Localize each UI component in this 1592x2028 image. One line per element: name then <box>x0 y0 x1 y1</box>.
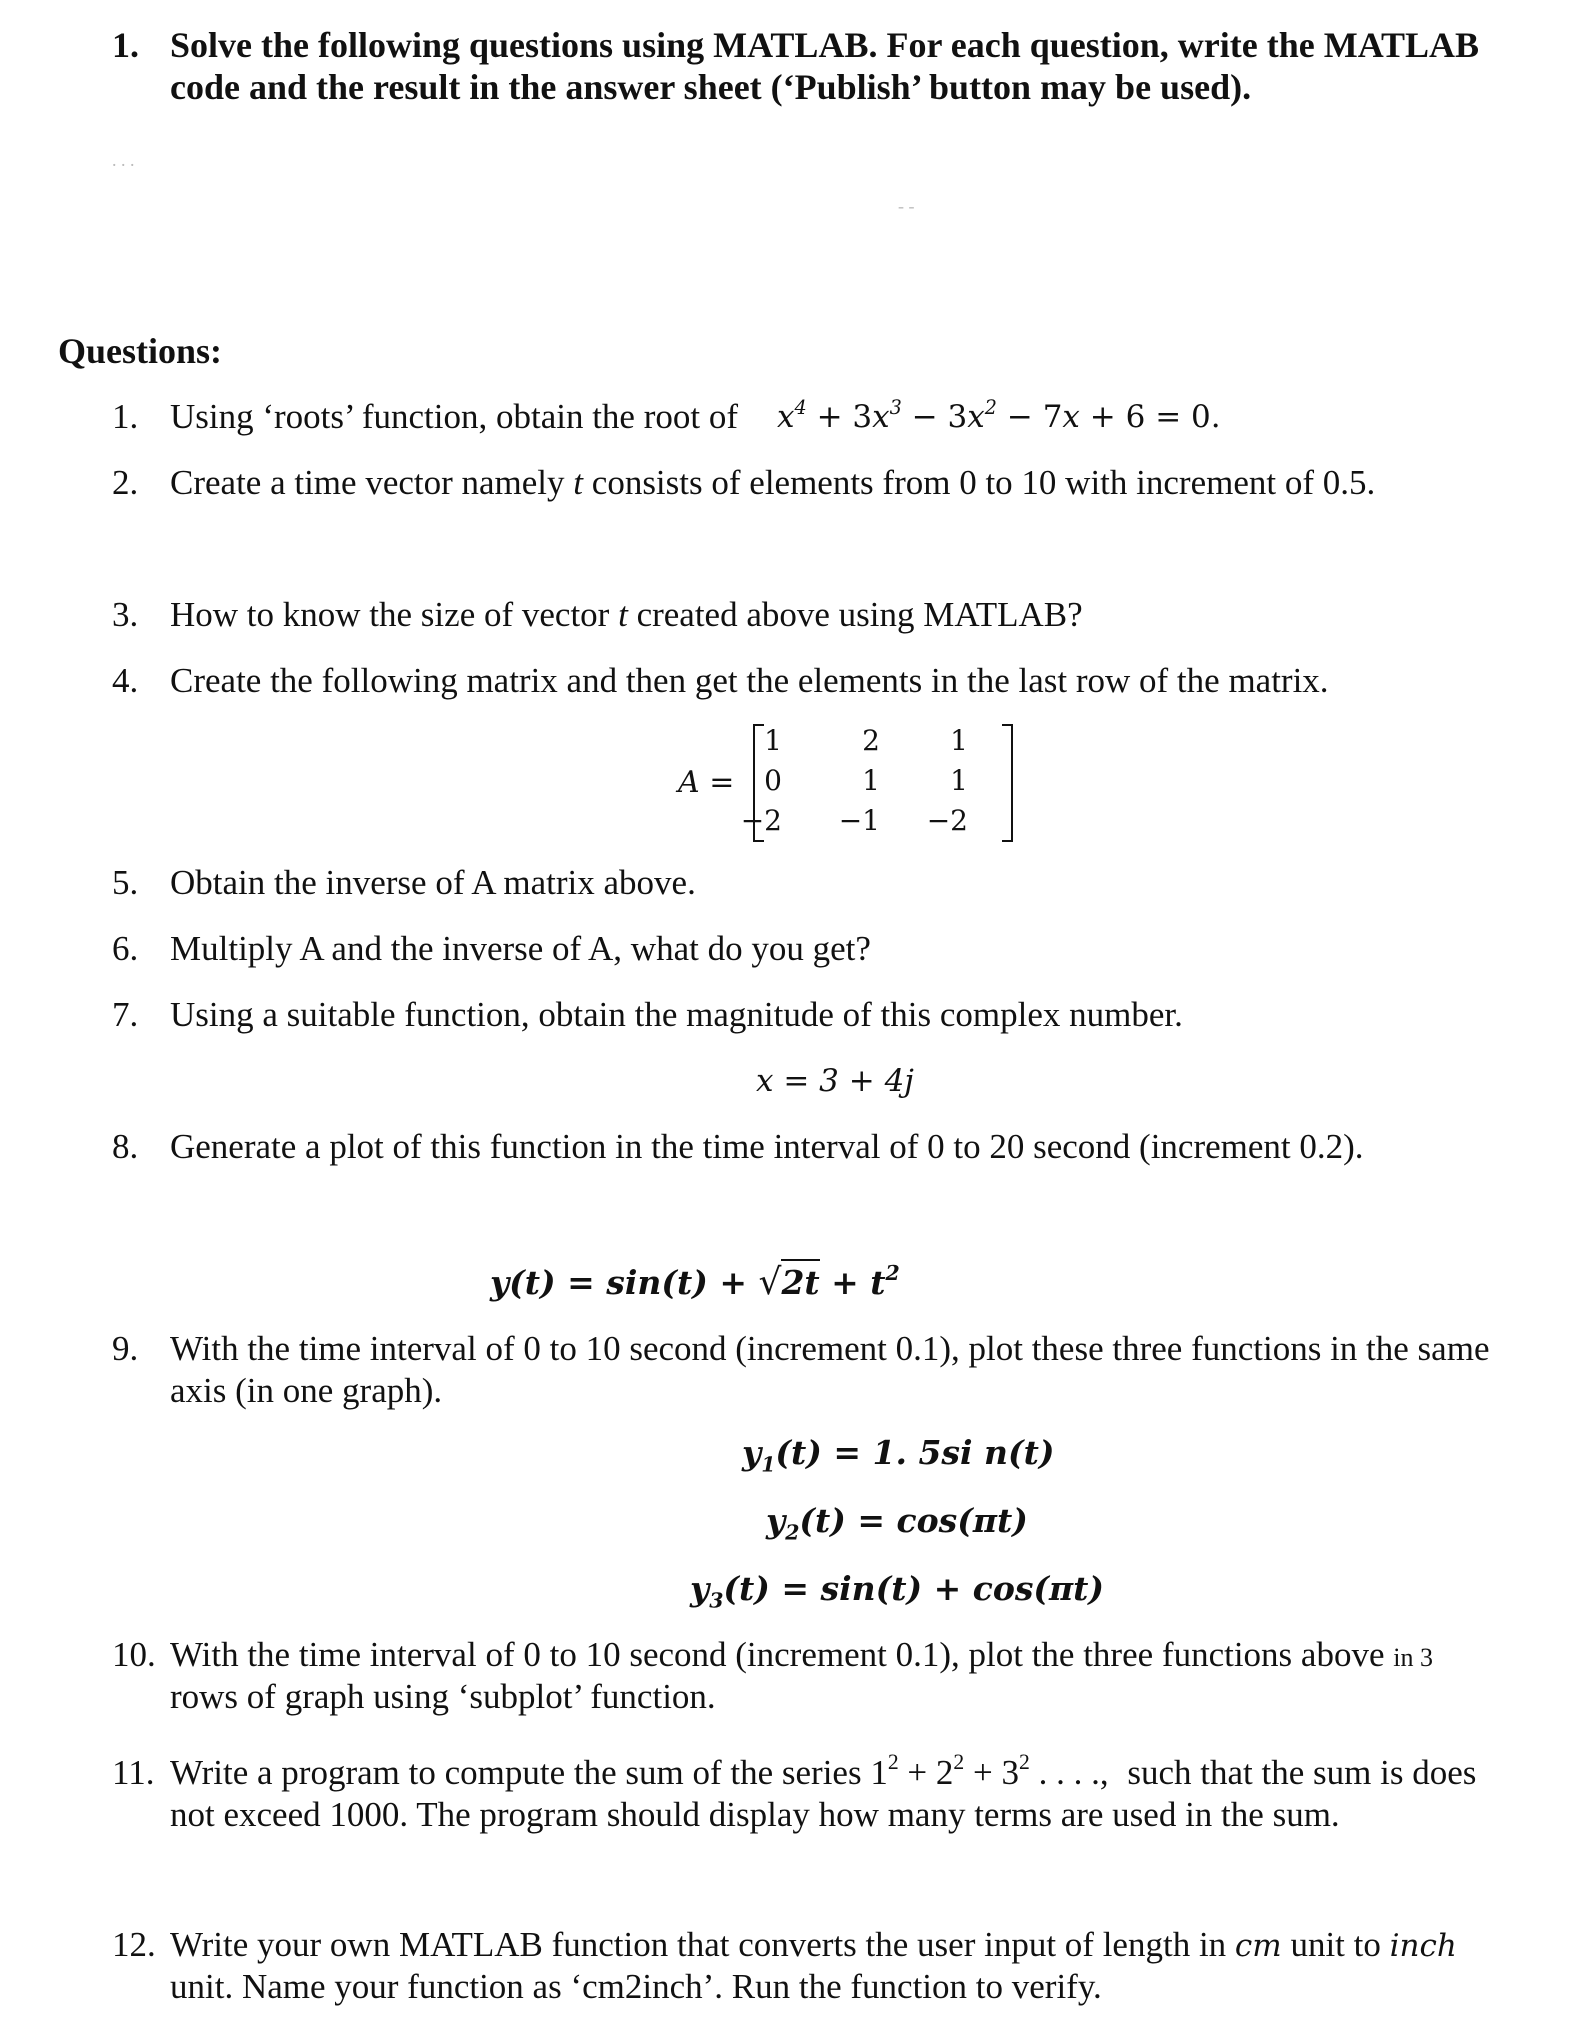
question-text-line-2: rows of graph using ‘subplot’ function. <box>170 1677 716 1716</box>
question-5 <box>112 862 696 904</box>
question-text-a: How to know the size of vector <box>170 595 610 634</box>
question-8 <box>112 1126 1364 1168</box>
header-number: 1. <box>112 25 139 65</box>
question-7 <box>112 994 1183 1036</box>
question-text-a: Create a time vector namely <box>170 463 565 502</box>
matrix-label: A = <box>678 765 735 800</box>
matrix-cell: 0 <box>764 764 782 797</box>
question-text-line-1: With the time interval of 0 to 10 second (increment 0.1), plot these three functions in the same <box>170 1329 1490 1368</box>
question-text-line-1b: unit to <box>1290 1925 1381 1964</box>
question-3 <box>112 594 1083 636</box>
sqrt-radicand: 2t <box>781 1259 819 1302</box>
question-number: 12. <box>112 1925 156 1964</box>
question-10 <box>112 1634 1433 1716</box>
question-text: Using a suitable function, obtain the magnitude of this complex number. <box>170 995 1183 1034</box>
question-text: Using ‘roots’ function, obtain the root of <box>170 397 738 436</box>
question-number: 7. <box>112 995 139 1034</box>
question-number: 11. <box>112 1753 155 1792</box>
question-number: 4. <box>112 661 139 700</box>
question-number: 8. <box>112 1127 139 1166</box>
matrix-cell: −2 <box>926 804 968 837</box>
question-text-line-1a: Write your own MATLAB function that converts the user input of length in <box>170 1925 1227 1964</box>
matrix-cell: 2 <box>862 724 880 757</box>
question-text: Multiply A and the inverse of A, what do you get? <box>170 929 871 968</box>
question-number: 9. <box>112 1329 139 1368</box>
question-text-b: created above using MATLAB? <box>636 595 1083 634</box>
function-y-equation: $y(t) = \sin(t) + √2t + t^2$ <box>490 1261 900 1303</box>
question-text-line-2: axis (in one graph). <box>170 1371 443 1410</box>
polynomial-equation: $x^4 + 3x^3 - 3x^2 - 7x + 6 = 0$. <box>777 395 1221 435</box>
question-text: Create the following matrix and then get the elements in the last row of the matrix. <box>170 661 1329 700</box>
question-2 <box>112 462 1376 504</box>
complex-number-equation: x = 3 + 4j <box>756 1063 914 1099</box>
matrix-cell: 1 <box>950 724 968 757</box>
question-text-line-1a: Write a program to compute the sum of the series 1 <box>170 1753 888 1792</box>
variable-t: t <box>618 595 628 634</box>
scan-smudge: - - <box>898 196 915 216</box>
question-6 <box>112 928 871 970</box>
question-12 <box>112 1924 1457 2006</box>
question-number: 6. <box>112 929 139 968</box>
matrix-cell: 1 <box>764 724 782 757</box>
question-number: 1. <box>112 397 139 436</box>
function-y1: $y_1(t) = 1$. 5si n(t) <box>742 1433 1055 1477</box>
question-number: 5. <box>112 863 139 902</box>
variable-t: t <box>573 463 584 502</box>
matrix-cell: 1 <box>862 764 880 797</box>
header-line-1: Solve the following questions using MATLAB. For each question, write the MATLAB <box>170 25 1480 65</box>
unit-inch: inch <box>1389 1928 1457 1964</box>
question-4 <box>112 660 1329 702</box>
question-text-b: consists of elements from 0 to 10 with increment of 0.5. <box>591 463 1376 502</box>
question-9 <box>112 1328 1490 1410</box>
question-11: 11. Write a program to compute the sum of the series $1^2 + 2^2 + 3^2$ . . . ., such that the sum is does not exceed 1000. The program should display how many terms are used in the sum. <box>112 1750 1477 1834</box>
question-number: 2. <box>112 463 139 502</box>
question-text: Obtain the inverse of A matrix above. <box>170 863 696 902</box>
scan-smudge: . . . <box>112 150 135 170</box>
matrix-right-bracket <box>1000 724 1014 842</box>
matrix-cell: 1 <box>950 764 968 797</box>
question-text: Generate a plot of this function in the time interval of 0 to 20 second (increment 0.2). <box>170 1127 1364 1166</box>
question-number: 10. <box>112 1635 156 1674</box>
function-y2: $y_2(t) = \cos(\pi t)$ <box>766 1501 1028 1545</box>
function-lhs: y(t) = sin(t) + <box>490 1263 759 1302</box>
unit-cm: cm <box>1234 1928 1282 1964</box>
question-text-line-2: not exceed 1000. The program should display how many terms are used in the sum. <box>170 1795 1340 1834</box>
question-text-line-2: unit. Name your function as ‘cm2inch’. Run the function to verify. <box>170 1967 1102 2006</box>
question-text-line-1: With the time interval of 0 to 10 second (increment 0.1), plot the three functions above <box>170 1635 1385 1674</box>
question-number: 3. <box>112 595 139 634</box>
function-y3: $y_3(t) = \sin(t) + \cos(\pi t)$ <box>690 1569 1105 1613</box>
question-1 <box>112 395 1221 438</box>
matrix-cell: −1 <box>838 804 880 837</box>
questions-heading: Questions: <box>58 331 223 371</box>
header-line-2: code and the result in the answer sheet (‘Publish’ button may be used). <box>170 67 1252 107</box>
function-tail: + t <box>819 1263 886 1302</box>
matrix-cell: −2 <box>740 804 782 837</box>
question-text-line-1b: such that the sum is does <box>1127 1753 1477 1792</box>
matrix-a <box>670 718 1030 848</box>
question-text-line-1-tail: in 3 <box>1393 1643 1433 1672</box>
